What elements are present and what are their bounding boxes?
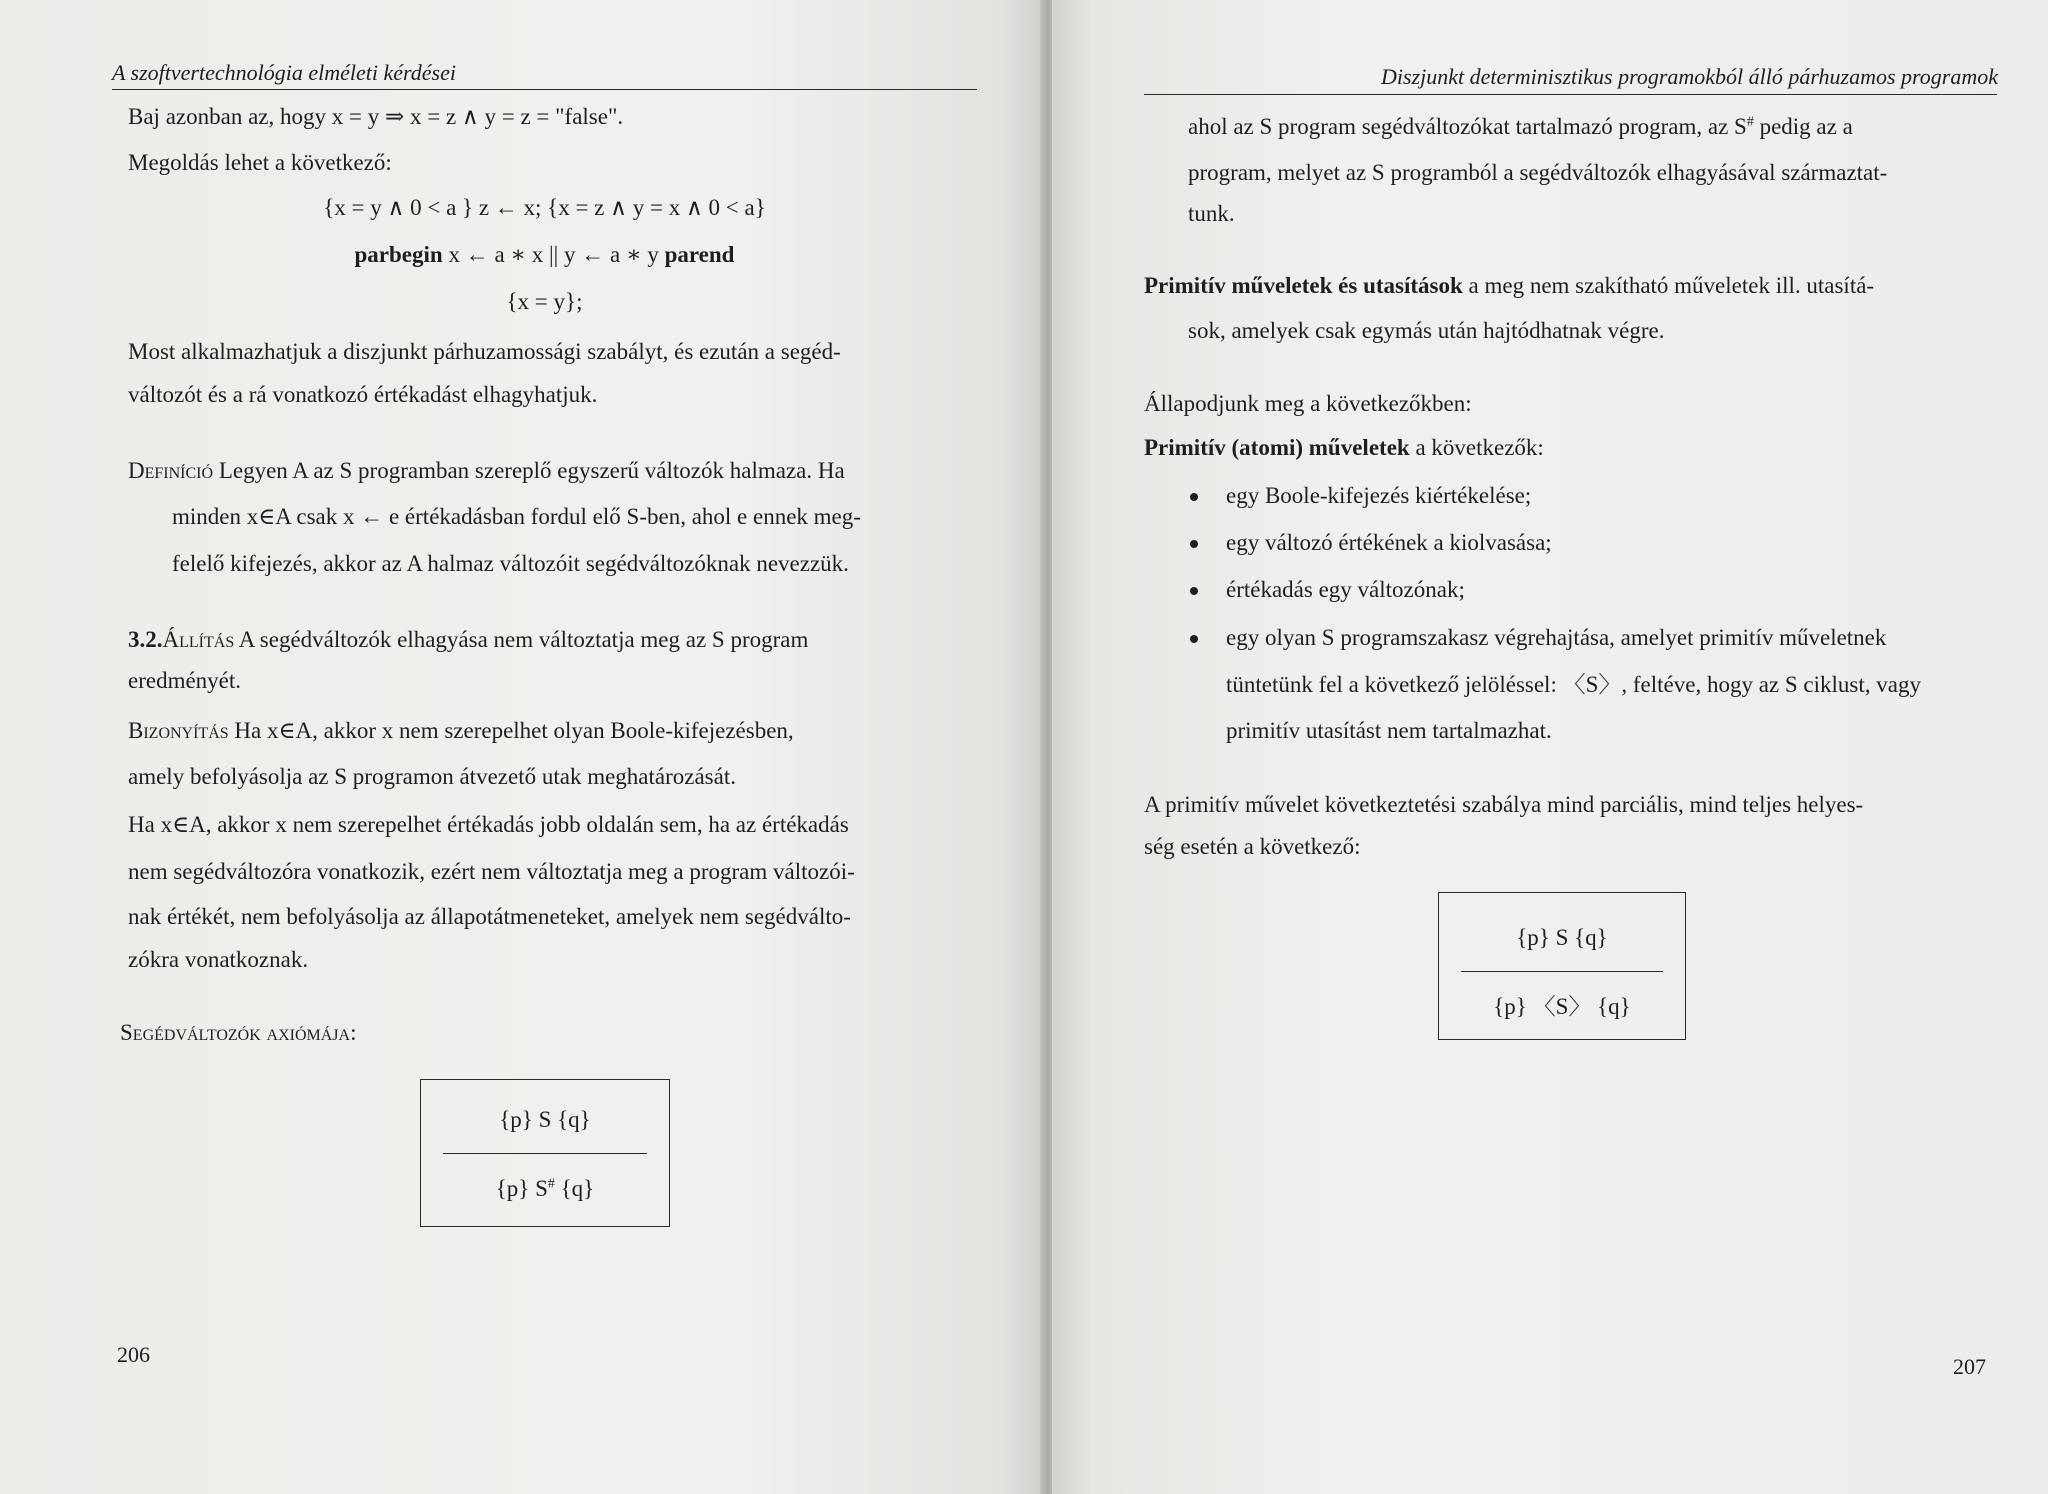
para-rule-line1: Most alkalmazhatjuk a diszjunkt párhuzamossági szabályt, és ezután a segéd-: [128, 339, 841, 364]
formula-postcondition: {x = y};: [506, 289, 583, 314]
proof-line1: Bizonyítás Ha x∈A, akkor x nem szerepelhet olyan Boole-kifejezésben,: [128, 718, 794, 743]
atomic-operations-line: Primitív (atomi) műveletek a következők:: [1144, 435, 1544, 460]
claim-number: 3.2.: [128, 627, 163, 652]
parbegin-keyword: parbegin: [354, 242, 443, 267]
proof-line3: Ha x∈A, akkor x nem szerepelhet értékadás jobb oldalán sem, ha az értékadás: [128, 812, 849, 837]
primitive-inference-bar: [1461, 971, 1663, 972]
axiom-inference-bar: [443, 1153, 647, 1154]
claim-line1: 3.2.Állítás A segédváltozók elhagyása nem változtatja meg az S program: [128, 627, 809, 652]
primitive-premise: {p} S {q}: [1516, 925, 1608, 950]
left-running-head: A szoftvertechnológia elméleti kérdései: [112, 60, 456, 85]
bullet-dot: [1190, 540, 1198, 548]
continuation-line2: program, melyet az S programból a segédváltozók elhagyásával származtat-: [1188, 160, 1888, 185]
primitive-term: Primitív műveletek és utasítások: [1144, 273, 1463, 298]
definition-line3: felelő kifejezés, akkor az A halmaz változóit segédváltozóknak nevezzük.: [172, 551, 849, 576]
right-page: [1052, 0, 2048, 1494]
bullet-dot: [1190, 493, 1198, 501]
claim-label: Állítás: [162, 627, 235, 652]
rule-intro-line2: ség esetén a következő:: [1144, 834, 1361, 859]
definition-label: Definíció: [128, 458, 214, 483]
primitive-conclusion: {p} 〈S〉 {q}: [1493, 994, 1631, 1019]
bullet-dot: [1190, 587, 1198, 595]
parbegin-body: x ← a ∗ x || y ← a ∗ y: [442, 242, 665, 267]
primitive-rule-box: [1438, 892, 1686, 1040]
right-header-rule: [1144, 94, 1997, 95]
axiom-rule-box: [420, 1079, 670, 1227]
bullet-dot: [1190, 635, 1198, 643]
right-running-head: Diszjunkt determinisztikus programokból álló párhuzamos programok: [1380, 64, 1998, 89]
para-rule-line2: változót és a rá vonatkozó értékadást elhagyhatjuk.: [128, 382, 598, 407]
proof-line2: amely befolyásolja az S programon átvezető utak meghatározását.: [128, 764, 736, 789]
proof-line4: nem segédváltozóra vonatkozik, ezért nem változtatja meg a program változói-: [128, 859, 855, 884]
left-page-number: 206: [117, 1342, 150, 1367]
agreement-line: Állapodjunk meg a következőkben:: [1144, 391, 1472, 416]
definition-line2: minden x∈A csak x ← e értékadásban fordul elő S-ben, ahol e ennek meg-: [172, 504, 861, 529]
primitive-definition-line1: Primitív műveletek és utasítások a meg nem szakítható műveletek ill. utasítá-: [1144, 273, 1875, 298]
bullet-item-3: értékadás egy változónak;: [1226, 577, 1465, 602]
formula-parbegin: [112, 240, 977, 270]
proof-label: Bizonyítás: [128, 718, 229, 743]
bullet-item-4-line3: primitív utasítást nem tartalmazhat.: [1226, 718, 1552, 743]
left-header-rule: [112, 89, 977, 90]
proof-line5: nak értékét, nem befolyásolja az állapotátmeneteket, amelyek nem segédválto-: [128, 904, 851, 929]
intro-line: Baj azonban az, hogy x = y ⇒ x = z ∧ y = z = "false".: [128, 104, 624, 129]
claim-line2: eredményét.: [128, 668, 242, 693]
parend-keyword: parend: [664, 242, 735, 267]
axiom-conclusion: {p} S# {q}: [495, 1176, 595, 1201]
axiom-title: Segédváltozók axiómája:: [120, 1020, 357, 1045]
definition-line1: Definíció Legyen A az S programban szereplő egyszerű változók halmaza. Ha: [128, 458, 845, 483]
continuation-line1: ahol az S program segédváltozókat tartalmazó program, az S# pedig az a: [1188, 114, 1853, 139]
atomic-term: Primitív (atomi) műveletek: [1144, 435, 1410, 460]
continuation-line3: tunk.: [1188, 201, 1235, 226]
formula-precondition: {x = y ∧ 0 < a } z ← x; {x = z ∧ y = x ∧ 0 < a}: [323, 195, 766, 220]
bullet-item-4-line1: egy olyan S programszakasz végrehajtása, amelyet primitív műveletnek: [1226, 625, 1887, 650]
proof-line6: zókra vonatkoznak.: [128, 947, 309, 972]
solution-intro: Megoldás lehet a következő:: [128, 150, 392, 175]
right-page-number: 207: [1953, 1354, 1986, 1379]
rule-intro-line1: A primitív művelet következtetési szabálya mind parciális, mind teljes helyes-: [1144, 792, 1864, 817]
primitive-definition-line2: sok, amelyek csak egymás után hajtódhatnak végre.: [1188, 318, 1665, 343]
bullet-item-4-line2: tüntetünk fel a következő jelöléssel: 〈S〉, feltéve, hogy az S ciklust, vagy: [1226, 672, 1921, 697]
axiom-premise: {p} S {q}: [499, 1107, 591, 1132]
bullet-item-2: egy változó értékének a kiolvasása;: [1226, 530, 1552, 555]
bullet-item-1: egy Boole-kifejezés kiértékelése;: [1226, 483, 1532, 508]
